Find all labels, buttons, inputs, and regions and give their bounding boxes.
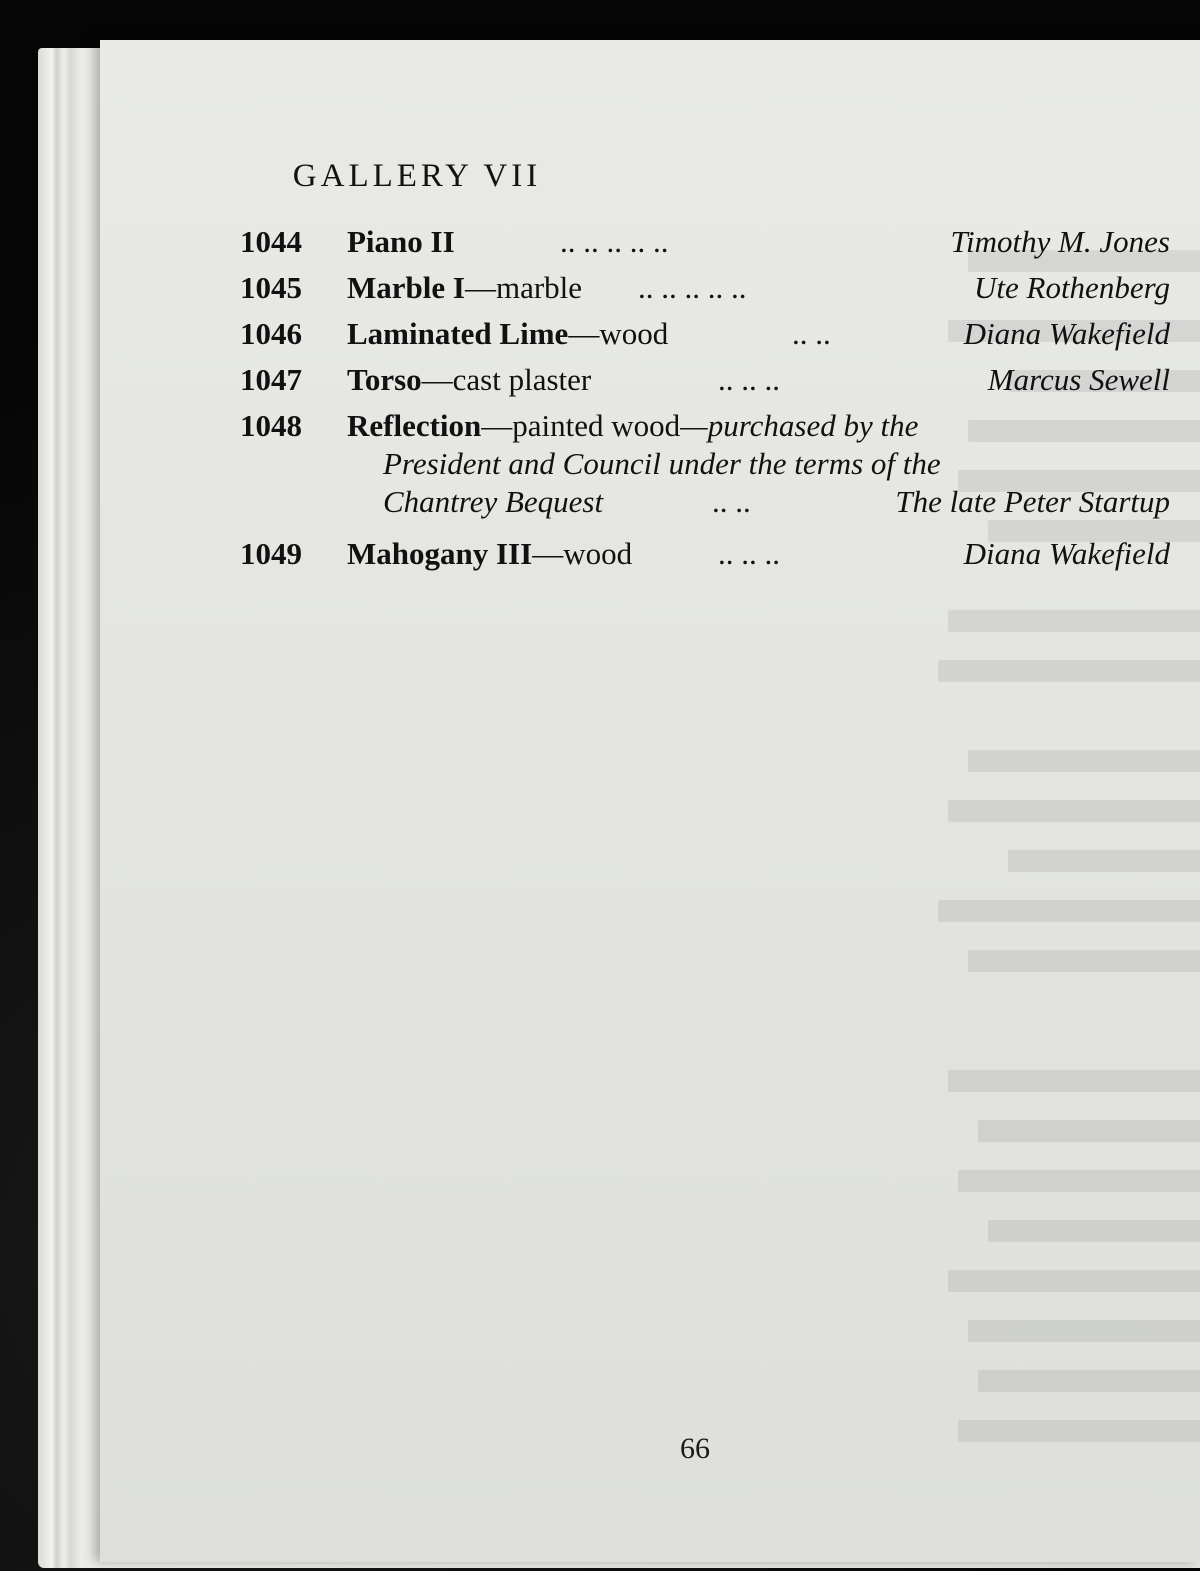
entry-number: 1046: [240, 316, 302, 351]
entry-medium: —wood: [532, 536, 633, 571]
entry-medium: —marble: [464, 270, 583, 305]
entry-artist: Timothy M. Jones: [950, 224, 1170, 259]
catalogue-entry: [240, 406, 1170, 534]
entry-title: Torso—cast plaster: [347, 362, 592, 397]
catalogue-entry: [240, 360, 1170, 406]
leader-dots: .. ..: [792, 316, 831, 351]
entry-medium: —painted wood: [481, 408, 681, 443]
leader-dots: .. .. .. .. ..: [560, 224, 669, 259]
leader-dots: .. .. ..: [718, 536, 780, 571]
leader-dots: .. ..: [712, 484, 751, 519]
entry-note-continued: President and Council under the terms of the: [383, 446, 941, 481]
entry-title: Laminated Lime—wood: [347, 316, 669, 351]
entry-number: 1047: [240, 362, 302, 397]
leader-dots: .. .. ..: [718, 362, 780, 397]
catalogue-entry: [240, 268, 1170, 314]
entry-note: —purchased by the: [680, 408, 919, 443]
entry-artist: Diana Wakefield: [963, 316, 1170, 351]
entry-number: 1044: [240, 224, 302, 259]
entry-number: 1049: [240, 536, 302, 571]
entry-number: 1045: [240, 270, 302, 305]
entry-artist: Diana Wakefield: [963, 536, 1170, 571]
catalogue-entries: [240, 222, 1170, 580]
catalogue-entry: [240, 222, 1170, 268]
gallery-heading: GALLERY VII: [292, 158, 542, 194]
entry-note-continued: Chantrey Bequest: [383, 484, 604, 519]
entry-artist: The late Peter Startup: [895, 484, 1170, 519]
page-number: 66: [680, 1432, 710, 1465]
entry-title: Reflection—painted wood—purchased by the: [347, 408, 919, 443]
entry-title: Marble I—marble: [347, 270, 583, 305]
entry-number: 1048: [240, 408, 302, 443]
catalogue-entry: [240, 534, 1170, 580]
entry-medium: —cast plaster: [421, 362, 592, 397]
entry-medium: —wood: [568, 316, 669, 351]
entry-artist: Marcus Sewell: [987, 362, 1170, 397]
entry-artist: Ute Rothenberg: [974, 270, 1170, 305]
entry-title: Mahogany III—wood: [347, 536, 633, 571]
entry-title: Piano II: [347, 224, 455, 259]
leader-dots: .. .. .. .. ..: [638, 270, 747, 305]
catalogue-entry: [240, 314, 1170, 360]
